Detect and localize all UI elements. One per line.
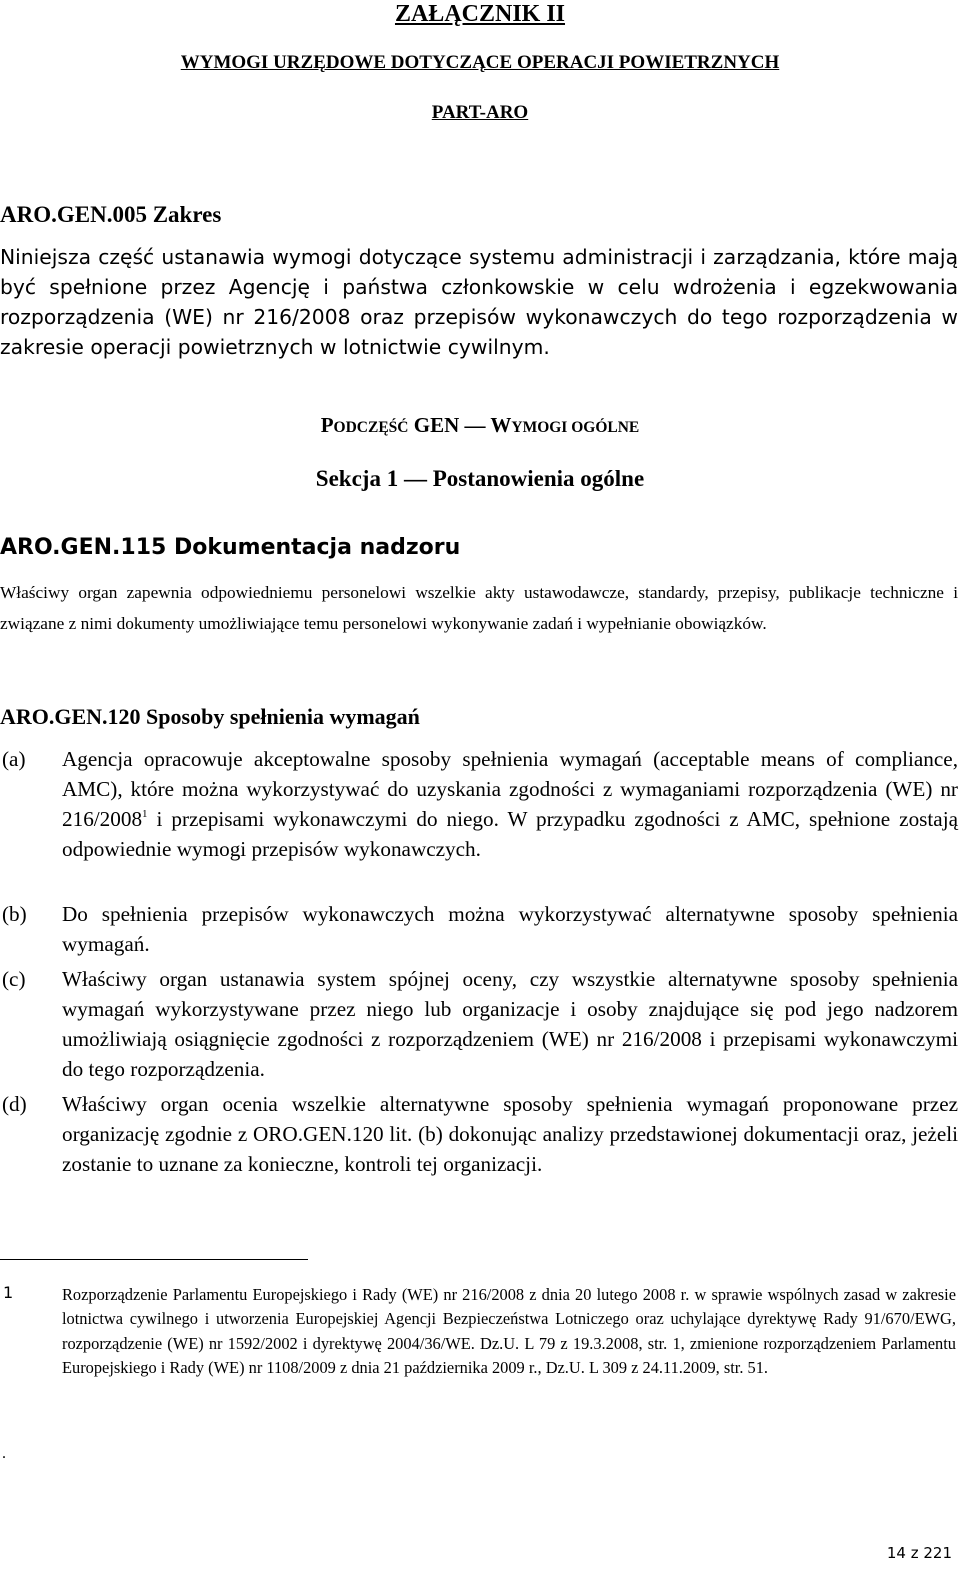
annex-title: ZAŁĄCZNIK II [394,1,566,27]
list-item-label: (b) [2,902,27,926]
subpart-gen: GEN [413,413,460,437]
list-item-text: Do spełnienia przepisów wykonawczych można wykorzystywać alternatywne sposoby spełnienia wymagań. [62,902,958,956]
list-item-a [0,744,958,864]
part-title: PART-ARO [431,102,529,123]
subpart-p: P [320,413,334,437]
list-item-text-before: Agencja opracowuje akceptowalne sposoby spełnienia wymagań (acceptable means of compliance, AMC), które można wykorzystywać do uzyskania zgodności z wymaganiami rozporządzenia (WE) nr 216/2008 [62,747,958,831]
list-item-b [0,899,958,959]
footnote-text: Rozporządzenie Parlamentu Europejskiego i Rady (WE) nr 216/2008 z dnia 20 lutego 2008 r. w sprawie wspólnych zasad w zakresie lotnictwa cywilnego i utworzenia Europejskiej Agencji Bezpieczeństwa Lotniczego oraz uchylające dyrektywę Rady 91/670/EWG, rozporządzenie (WE) nr 1592/2002 i dyrektywę 2004/36/WE. Dz.U. L 79 z 19.3.2008, str. 1, zmienione rozporządzeniem Parlamentu Europejskiego i Rady (WE) nr 1108/2009 z dnia 21 października 2009 r., Dz.U. L 309 z 24.11.2009, str. 51. [62,1285,956,1378]
list-item-text [62,744,958,864]
list-item-d [0,1089,958,1179]
subpart-p-rest: ODCZĘŚĆ [333,419,409,436]
section-115-heading: ARO.GEN.115 Dokumentacja nadzoru [0,535,461,560]
footnote-trailing-dot: . [2,1445,6,1462]
page-number: 14 z 221 [886,1544,952,1562]
section-005-body: Niniejsza część ustanawia wymogi dotyczące systemu administracji i zarządzania, które mają być spełnione przez Agencję i państwa członkowskie w celu wdrożenia i egzekwowania rozporządzenia (WE) nr 216/2008 oraz przepisów wykonawczych do tego rozporządzenia w zakresie operacji powietrznych w lotnictwie cywilnym. [0,245,958,359]
list-item-label: (c) [2,967,26,991]
subpart-heading [0,412,960,441]
subpart-w-rest: YMOGI OGÓLNE [511,419,640,436]
footnote-mark: 1 [3,1283,14,1302]
section-1-heading: Sekcja 1 — Postanowienia ogólne [315,466,645,491]
footnote-reference[interactable]: 1 [142,808,148,820]
list-item-c [0,964,958,1084]
list-item-label: (d) [2,1092,27,1116]
section-120-heading: ARO.GEN.120 Sposoby spełnienia wymagań [0,704,420,729]
list-item-label: (a) [2,747,26,771]
subpart-w: W [490,413,512,437]
list-item-text: Właściwy organ ocenia wszelkie alternatywne sposoby spełnienia wymagań proponowane przez organizację zgodnie z ORO.GEN.120 lit. (b) dokonując analizy przedstawionej dokumentacji oraz, jeżeli zostanie to uznane za konieczne, kontroli tej organizacji. [62,1092,958,1176]
subpart-dash: — [464,413,486,437]
requirements-title: WYMOGI URZĘDOWE DOTYCZĄCE OPERACJI POWIETRZNYCH [180,52,780,73]
footnote-divider [0,1259,308,1260]
list-item-text-after: i przepisami wykonawczymi do niego. W przypadku zgodności z AMC, spełnione zostają odpowiednie wymogi przepisów wykonawczych. [62,807,958,861]
section-005-heading: ARO.GEN.005 Zakres [0,202,222,227]
section-115-body: Właściwy organ zapewnia odpowiedniemu personelowi wszelkie akty ustawodawcze, standardy, przepisy, publikacje techniczne i związane z nimi dokumenty umożliwiające temu personelowi wykonywanie zadań i wypełnianie obowiązków. [0,583,958,633]
list-item-text: Właściwy organ ustanawia system spójnej oceny, czy wszystkie alternatywne sposoby spełnienia wymagań wykorzystywane przez niego lub organizacje i osoby znajdujące się pod jego nadzorem umożliwiają osiągnięcie zgodności z rozporządzeniem (WE) nr 216/2008 i przepisami wykonawczymi do tego rozporządzenia. [62,967,958,1081]
